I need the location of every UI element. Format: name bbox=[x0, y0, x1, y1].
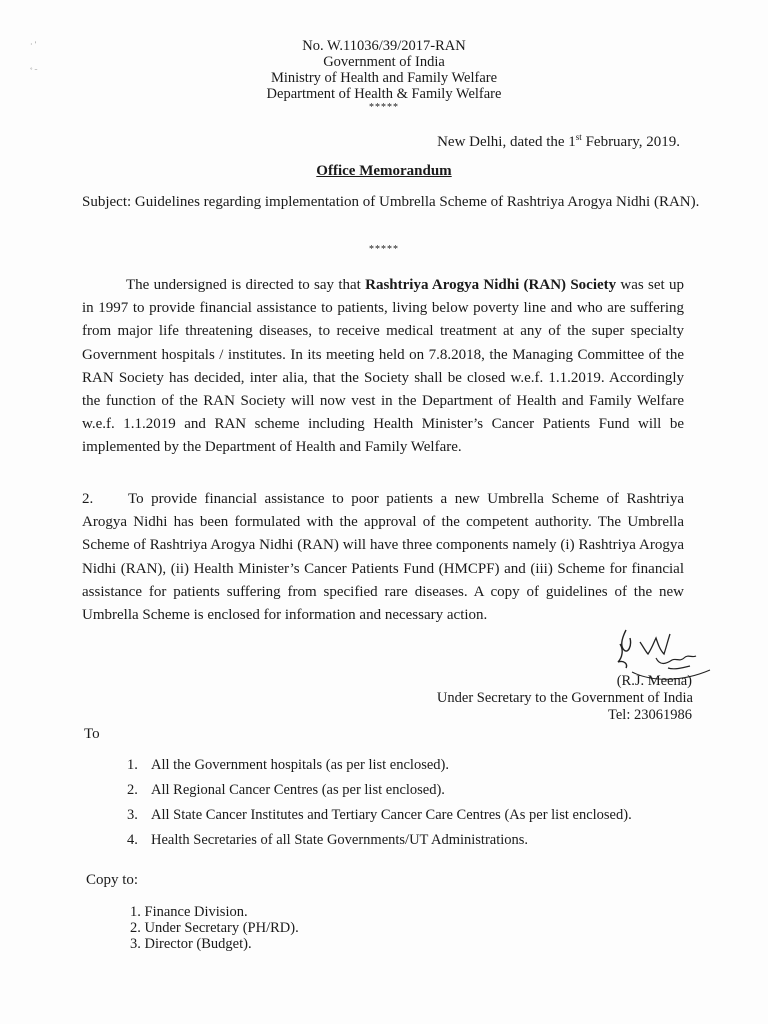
ministry-line: Ministry of Health and Family Welfare bbox=[270, 70, 498, 86]
para2-number: 2. bbox=[82, 491, 94, 507]
list-item bbox=[127, 781, 632, 806]
list-item-number: 2. bbox=[127, 782, 138, 798]
scan-marks: · ′ ˚ ˉ bbox=[30, 40, 38, 76]
list-item bbox=[127, 756, 632, 781]
subject-label: Subject: bbox=[82, 194, 132, 210]
dateline-suffix: February, 2019. bbox=[581, 134, 680, 150]
list-item-number: 3. bbox=[127, 807, 138, 823]
document-title: Office Memorandum bbox=[316, 163, 452, 179]
list-item-number: 4. bbox=[127, 832, 138, 848]
government-line: Government of India bbox=[323, 54, 445, 70]
dateline-prefix: New Delhi, dated the 1 bbox=[437, 134, 576, 150]
copy-to-label: Copy to: bbox=[86, 872, 139, 888]
recipient-list bbox=[127, 756, 632, 856]
signatory-telephone: Tel: 23061986 bbox=[608, 707, 692, 723]
list-item bbox=[127, 831, 632, 856]
header-stars: ***** bbox=[369, 102, 399, 113]
signatory-name: (R.J. Meena) bbox=[616, 673, 692, 689]
para1-rest: was set up in 1997 to provide financial assistance to patients, living below poverty line and who are suffering from major life threatening diseases, to receive medical treatment at any of the super specialty Government hospitals / institutes. In its meeting held on 7.8.2018, the Managing Committee of the RAN Society has decided, inter alia, that the Society shall be closed w.e.f. 1.1.2019. Accordingly the function of the RAN Society will now vest in the Department of Health and Family Welfare w.e.f. 1.1.2019 and RAN scheme including Health Minister’s Cancer Patients Fund will be implemented by the Department of Health and Family Welfare. bbox=[82, 277, 684, 456]
letterhead bbox=[0, 38, 768, 114]
list-item-text: All the Government hospitals (as per list enclosed). bbox=[151, 757, 449, 773]
list-item-text: All Regional Cancer Centres (as per list enclosed). bbox=[151, 782, 445, 798]
list-item bbox=[127, 806, 632, 831]
para1-lead: The undersigned is directed to say that bbox=[126, 277, 366, 293]
paragraph-1 bbox=[82, 274, 684, 460]
list-item-number: 1. bbox=[127, 757, 138, 773]
dateline-sup: st bbox=[575, 132, 582, 142]
list-item: 3. Director (Budget). bbox=[130, 936, 252, 952]
to-label: To bbox=[84, 726, 100, 742]
list-item-text: Health Secretaries of all State Governments/UT Administrations. bbox=[151, 832, 529, 848]
subject-block bbox=[82, 192, 731, 212]
divider-stars: ***** bbox=[369, 244, 399, 255]
subject-text: Guidelines regarding implementation of Umbrella Scheme of Rashtriya Arogya Nidhi (RAN). bbox=[134, 194, 700, 210]
dateline bbox=[437, 132, 680, 151]
list-item: 2. Under Secretary (PH/RD). bbox=[130, 920, 299, 936]
copy-to-list bbox=[130, 904, 299, 952]
paragraph-2 bbox=[82, 488, 684, 627]
para2-text: To provide financial assistance to poor patients a new Umbrella Scheme of Rashtriya Arogya Nidhi has been formulated with the approval of the competent authority. The Umbrella Scheme of Rashtriya Arogya Nidhi (RAN) will have three components namely (i) Rashtriya Arogya Nidhi (RAN), (ii) Health Minister’s Cancer Patients Fund (HMCPF) and (iii) Scheme for financial assistance for patients suffering from specified rare diseases. A copy of guidelines of the new Umbrella Scheme is enclosed for information and necessary action. bbox=[82, 491, 684, 624]
reference-number: No. W.11036/39/2017-RAN bbox=[302, 38, 466, 54]
para1-bold: Rashtriya Arogya Nidhi (RAN) Society bbox=[365, 277, 617, 293]
signatory-designation: Under Secretary to the Government of India bbox=[436, 690, 693, 706]
department-line: Department of Health & Family Welfare bbox=[266, 86, 502, 102]
list-item: 1. Finance Division. bbox=[130, 904, 248, 920]
list-item-text: All State Cancer Institutes and Tertiary Cancer Care Centres (As per list enclosed). bbox=[151, 807, 632, 823]
